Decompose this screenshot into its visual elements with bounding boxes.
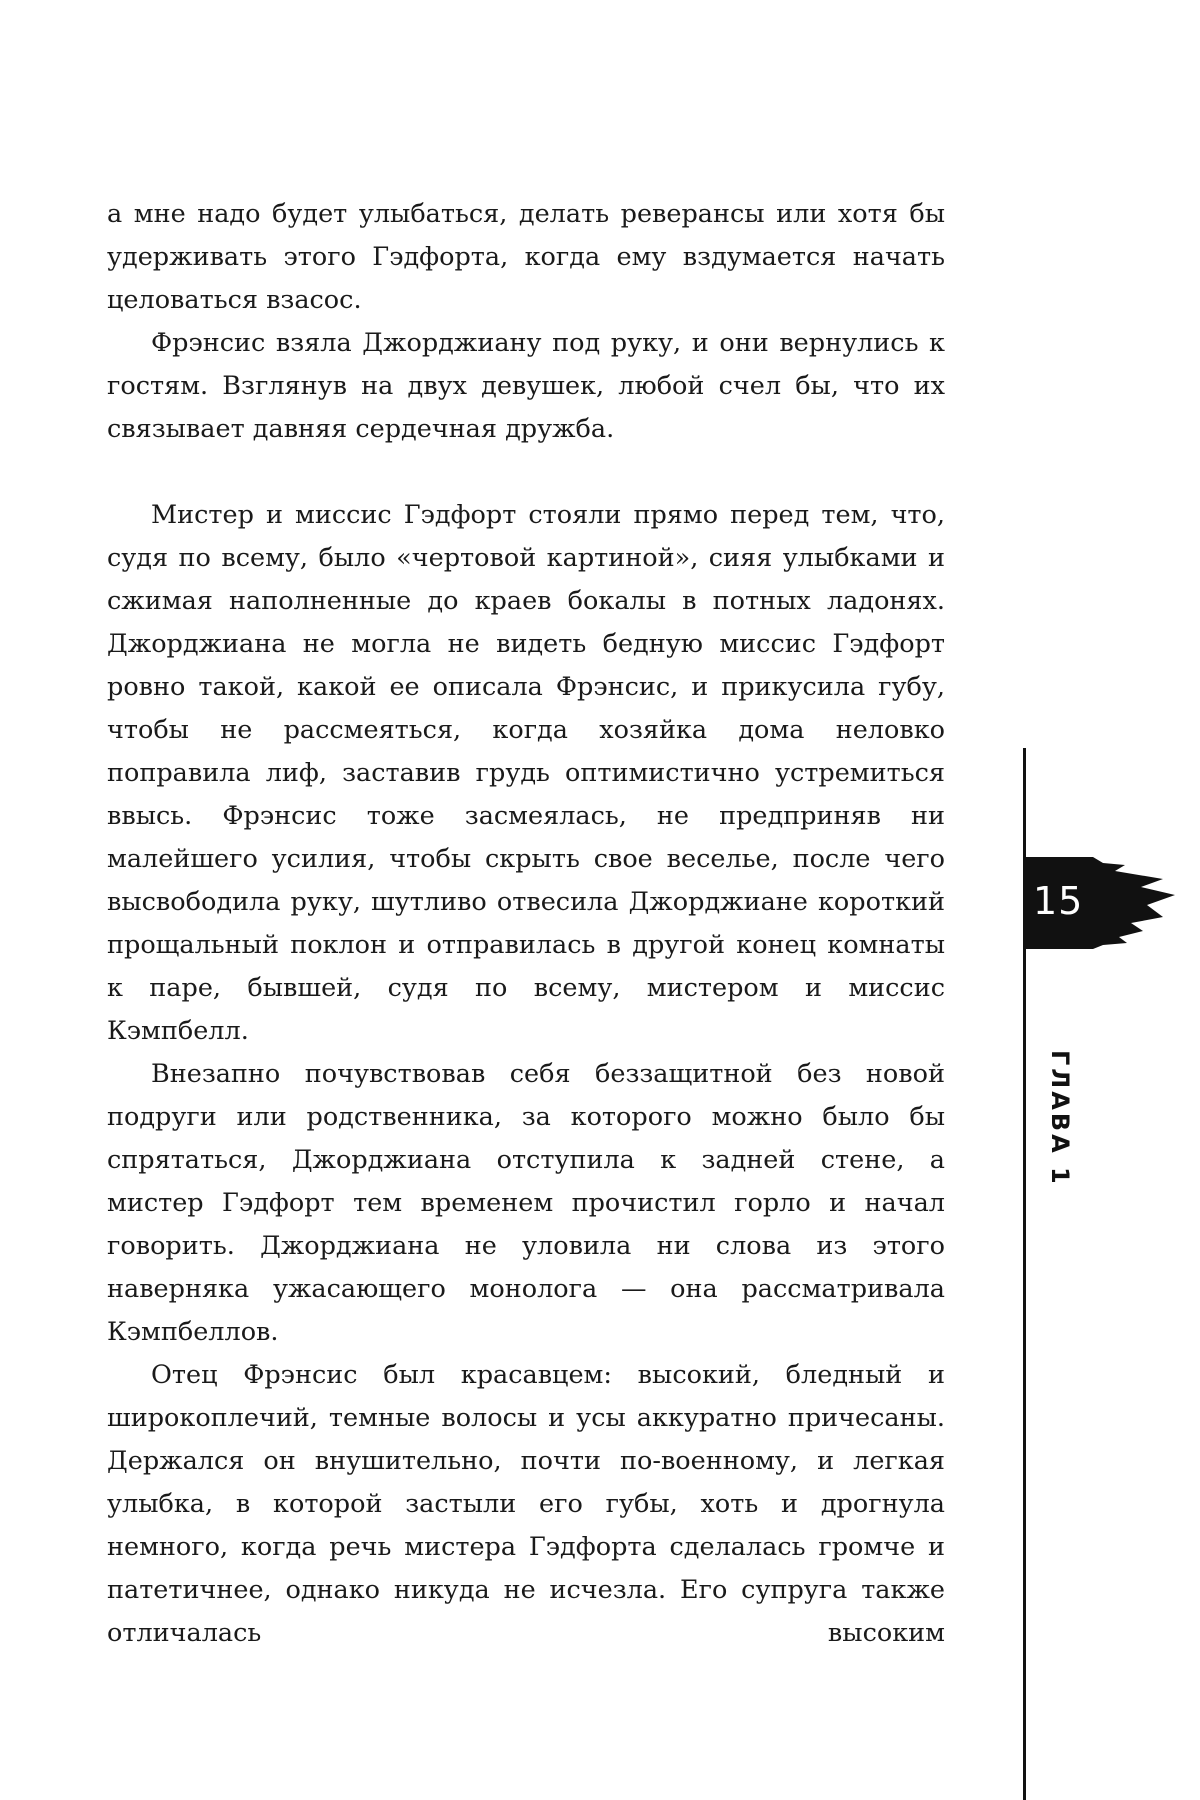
text-block-main [107,494,945,1655]
paragraph: Отец Фрэнсис был красавцем: высокий, бледный и широкоплечий, темные волосы и усы аккуратно причесаны. Держался он внушительно, почти по-военному, и легкая улыбка, в которой застыли его губы, хоть и дрогнула немного, когда речь мистера Гэдфорта сделалась громче и патетичнее, однако никуда не исчезла. Его супруга также отличалась высоким [107,1360,945,1648]
page-number-tab [1023,857,1175,949]
paragraph: Внезапно почувствовав себя беззащитной без новой подруги или родственника, за которого можно было бы спрятаться, Джорджиана отступила к задней стене, а мистер Гэдфорт тем временем прочистил горло и начал говорить. Джорджиана не уловила ни слова из этого наверняка ужасающего монолога — она рассматривала Кэмпбеллов. [107,1059,945,1347]
page-number: 15 [1033,879,1084,923]
paragraph: Мистер и миссис Гэдфорт стояли прямо перед тем, что, судя по всему, было «чертовой картиной», сияя улыбками и сжимая наполненные до краев бокалы в потных ладонях. Джорджиана не могла не видеть бедную миссис Гэдфорт ровно такой, какой ее описала Фрэнсис, и прикусила губу, чтобы не рассмеяться, когда хозяйка дома неловко поправила лиф, заставив грудь оптимистично устремиться ввысь. Фрэнсис тоже засмеялась, не предприняв ни малейшего усилия, чтобы скрыть свое веселье, после чего высвободила руку, шутливо отвесила Джорджиане короткий прощальный поклон и отправилась в другой конец комнаты к паре, бывшей, судя по всему, мистером и миссис Кэмпбелл. [107,500,945,1046]
paragraph: а мне надо будет улыбаться, делать реверансы или хотя бы удерживать этого Гэдфорта, когда ему вздумается начать целоваться взасос. [107,199,945,315]
paragraph: Фрэнсис взяла Джорджиану под руку, и они вернулись к гостям. Взглянув на двух девушек, любой счел бы, что их связывает давняя сердечная дружба. [107,328,945,444]
chapter-label: ГЛАВА 1 [1046,1050,1074,1187]
text-block-top [107,193,945,451]
